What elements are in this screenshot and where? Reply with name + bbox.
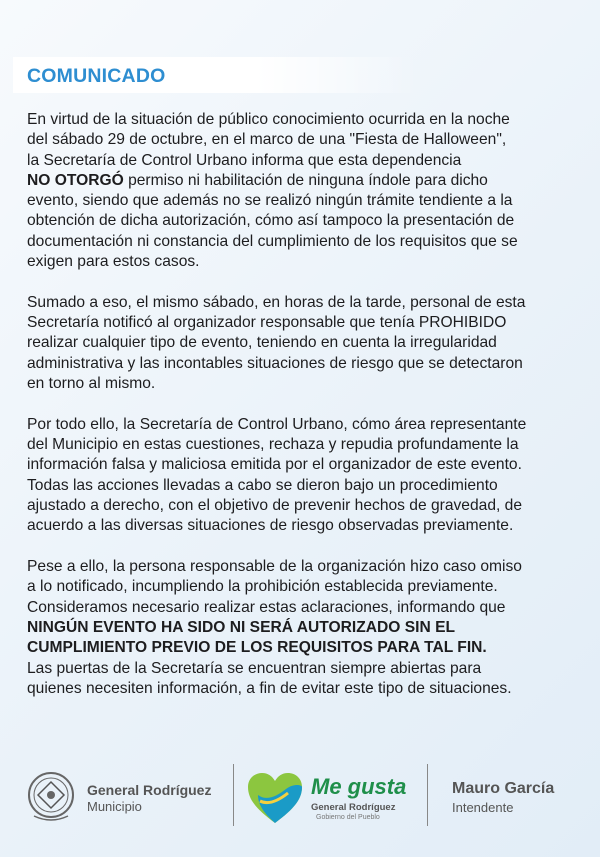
footer-divider (233, 764, 234, 826)
text-segment: acuerdo a las diversas situaciones de riesgo observadas previamente. (27, 517, 514, 535)
bold-text: CUMPLIMIENTO PREVIO DE LOS REQUISITOS PARA TAL FIN. (27, 639, 487, 657)
text-segment: obtención de dicha autorización, cómo así tampoco la presentación de (27, 212, 515, 230)
text-line (27, 476, 587, 496)
text-line (27, 151, 587, 171)
text-segment: la Secretaría de Control Urbano informa que esta dependencia (27, 151, 462, 169)
text-segment: Consideramos necesario realizar estas aclaraciones, informando que (27, 598, 506, 616)
page-title: COMUNICADO (27, 65, 166, 87)
title-banner (13, 57, 418, 93)
text-segment: Las puertas de la Secretaría se encuentran siempre abiertas para (27, 659, 482, 677)
text-line (27, 171, 587, 191)
text-line (27, 110, 587, 130)
text-line (27, 577, 587, 597)
text-segment: En virtud de la situación de público conocimiento ocurrida en la noche (27, 111, 510, 128)
text-segment: del sábado 29 de octubre, en el marco de una "Fiesta de Halloween", (27, 131, 507, 149)
bold-text: NO OTORGÓ (27, 171, 124, 189)
text-line (27, 333, 587, 353)
text-line (27, 252, 587, 272)
text-segment: documentación ni constancia del cumplimiento de los requisitos que se (27, 232, 518, 250)
text-segment: Todas las acciones llevadas a cabo se dieron bajo un procedimiento (27, 476, 498, 494)
municipality-name: General Rodríguez (87, 782, 212, 798)
text-line (27, 191, 587, 211)
text-line (27, 211, 587, 231)
heart-logo-icon (246, 771, 304, 825)
slogan-sub-name: General Rodríguez (311, 802, 396, 813)
slogan-sub-tagline: Gobierno del Pueblo (316, 814, 380, 821)
slogan: Me gusta (311, 774, 407, 799)
text-segment: en torno al mismo. (27, 375, 156, 393)
text-line (27, 679, 587, 699)
text-line (27, 638, 587, 658)
text-line (27, 130, 587, 150)
text-segment: administrativa y las incontables situaciones de riesgo que se detectaron (27, 354, 523, 372)
bold-text: NINGÚN EVENTO HA SIDO NI SERÁ AUTORIZADO SIN EL (27, 619, 455, 637)
mayor-name: Mauro García (452, 780, 555, 797)
text-line (27, 293, 587, 313)
text-segment: evento, siendo que además no se realizó ningún trámite tendiente a la (27, 192, 513, 210)
text-line (27, 415, 587, 435)
text-line (27, 455, 587, 475)
paragraph (27, 110, 587, 272)
text-segment: Por todo ello, la Secretaría de Control Urbano, cómo área representante (27, 415, 527, 433)
text-segment: a lo notificado, incumpliendo la prohibición establecida previamente. (27, 578, 498, 596)
text-line (27, 435, 587, 455)
text-segment: realizar cualquier tipo de evento, teniendo en cuenta la irregularidad (27, 334, 497, 352)
text-segment: permiso ni habilitación de ninguna índole para dicho (123, 171, 488, 189)
text-line (27, 618, 587, 638)
paragraph (27, 557, 587, 699)
text-line (27, 516, 587, 536)
footer (0, 760, 600, 830)
text-line (27, 313, 587, 333)
text-segment: exigen para estos casos. (27, 253, 200, 271)
communique-body (27, 110, 587, 720)
paragraph (27, 415, 587, 537)
text-line (27, 598, 587, 618)
text-line (27, 557, 587, 577)
text-segment: ajustado a derecho, con el objetivo de prevenir hechos de gravedad, de (27, 497, 523, 515)
mayor-role: Intendente (452, 800, 514, 815)
footer-divider (427, 764, 428, 826)
municipality-sub: Municipio (87, 799, 142, 814)
municipal-seal-icon (26, 768, 76, 824)
paragraph (27, 293, 587, 394)
text-line (27, 232, 587, 252)
text-segment: del Municipio en estas cuestiones, rechaza y repudia profundamente la (27, 436, 519, 454)
text-segment: Pese a ello, la persona responsable de la organización hizo caso omiso (27, 558, 522, 576)
text-segment: quienes necesiten información, a fin de evitar este tipo de situaciones. (27, 679, 512, 697)
text-line (27, 374, 587, 394)
text-segment: información falsa y maliciosa emitida por el organizador de este evento. (27, 456, 522, 474)
text-line (27, 354, 587, 374)
text-line (27, 659, 587, 679)
text-segment: Secretaría notificó al organizador responsable que tenía PROHIBIDO (27, 314, 507, 332)
text-line (27, 496, 587, 516)
text-segment: Sumado a eso, el mismo sábado, en horas de la tarde, personal de esta (27, 293, 526, 311)
